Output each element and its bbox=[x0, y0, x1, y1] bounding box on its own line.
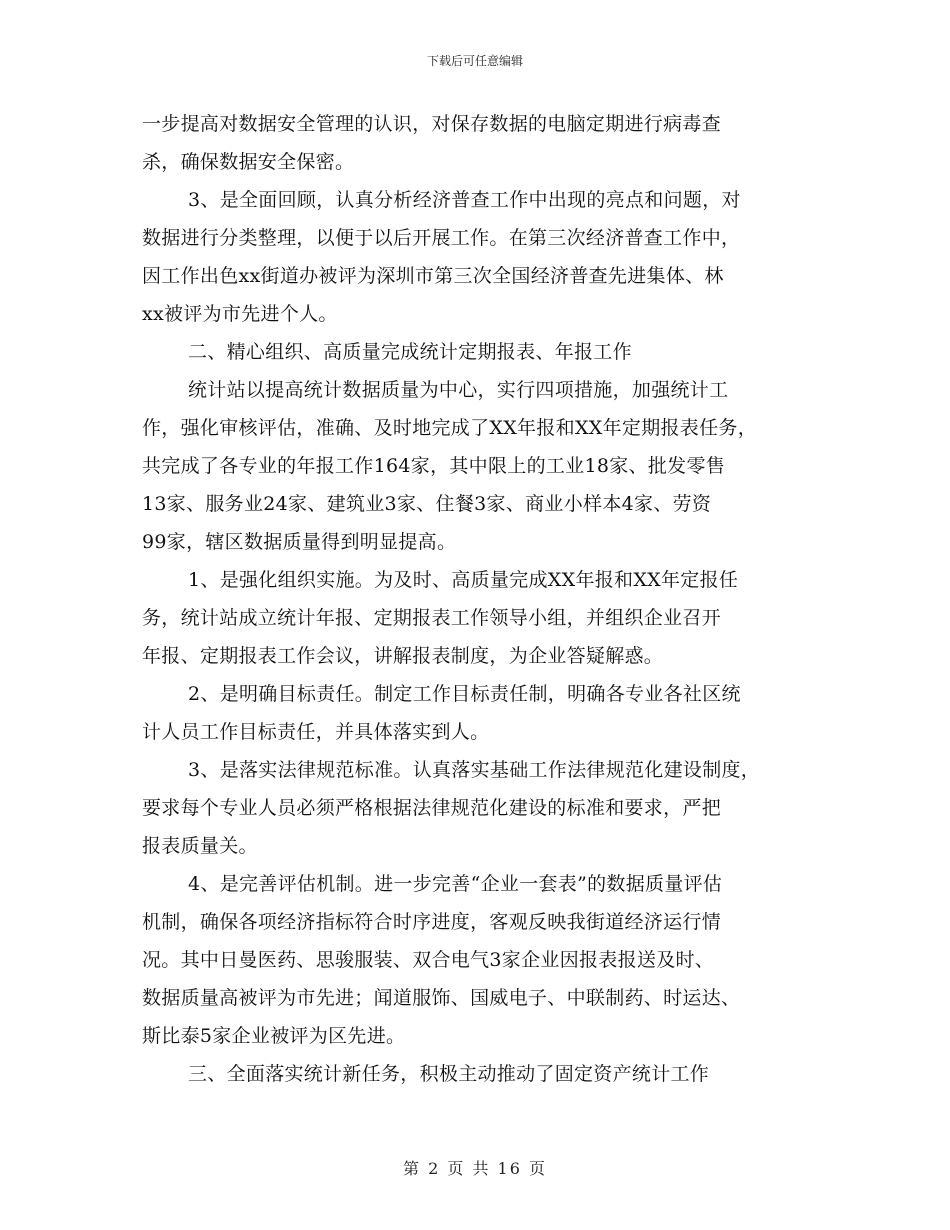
text-line: 共完成了各专业的年报工作164家，其中限上的工业18家、批发零售 bbox=[142, 455, 726, 477]
text-line: 要求每个专业人员必须严格根据法律规范化建设的标准和要求，严把 bbox=[142, 797, 722, 819]
text-line: 机制，确保各项经济指标符合时序进度，客观反映我街道经济运行情 bbox=[142, 911, 722, 933]
document-body bbox=[142, 105, 822, 1093]
text-line: 况。其中日曼医药、思骏服装、双合电气3家企业因报表报送及时、 bbox=[142, 949, 715, 971]
text-line: 数据进行分类整理，以便于以后开展工作。在第三次经济普查工作中， bbox=[142, 227, 741, 249]
page-header: 下载后可任意编辑 bbox=[426, 54, 523, 68]
text-line: 杀，确保数据安全保密。 bbox=[142, 151, 355, 173]
page-footer: 第 2 页 共 16 页 bbox=[403, 1159, 547, 1178]
text-line: 统计站以提高统计数据质量为中心，实行四项措施，加强统计工 bbox=[188, 379, 729, 401]
text-line: 数据质量高被评为市先进；闻道服饰、国威电子、中联制药、时运达、 bbox=[142, 987, 741, 1009]
text-line: 13家、服务业24家、建筑业3家、住餐3家、商业小样本4家、劳资 bbox=[142, 493, 712, 515]
text-line: 1、是强化组织实施。为及时、高质量完成XX年报和XX年定报任 bbox=[188, 569, 739, 591]
text-line: 年报、定期报表工作会议，讲解报表制度，为企业答疑解惑。 bbox=[142, 645, 664, 667]
text-line: 因工作出色xx街道办被评为深圳市第三次全国经济普查先进集体、林 bbox=[142, 265, 724, 287]
text-line: 报表质量关。 bbox=[142, 835, 258, 857]
text-line: 一步提高对数据安全管理的认识，对保存数据的电脑定期进行病毒查 bbox=[142, 113, 722, 135]
text-line: 二、精心组织、高质量完成统计定期报表、年报工作 bbox=[188, 341, 632, 363]
text-line: 务，统计站成立统计年报、定期报表工作领导小组，并组织企业召开 bbox=[142, 607, 722, 629]
text-line: xx被评为市先进个人。 bbox=[142, 303, 338, 325]
text-line: 作，强化审核评估，准确、及时地完成了XX年报和XX年定期报表任务， bbox=[142, 417, 758, 439]
text-line: 4、是完善评估机制。进一步完善“企业一套表”的数据质量评估 bbox=[188, 873, 723, 895]
text-line: 计人员工作目标责任，并具体落实到人。 bbox=[142, 721, 490, 743]
text-line: 3、是全面回顾，认真分析经济普查工作中出现的亮点和问题，对 bbox=[188, 189, 741, 211]
text-line: 三、全面落实统计新任务，积极主动推动了固定资产统计工作 bbox=[188, 1063, 710, 1085]
text-line: 2、是明确目标责任。制定工作目标责任制，明确各专业各社区统 bbox=[188, 683, 741, 705]
text-line: 斯比泰5家企业被评为区先进。 bbox=[142, 1025, 406, 1047]
text-line: 99家，辖区数据质量得到明显提高。 bbox=[142, 531, 457, 553]
text-line: 3、是落实法律规范标准。认真落实基础工作法律规范化建设制度， bbox=[188, 759, 761, 781]
